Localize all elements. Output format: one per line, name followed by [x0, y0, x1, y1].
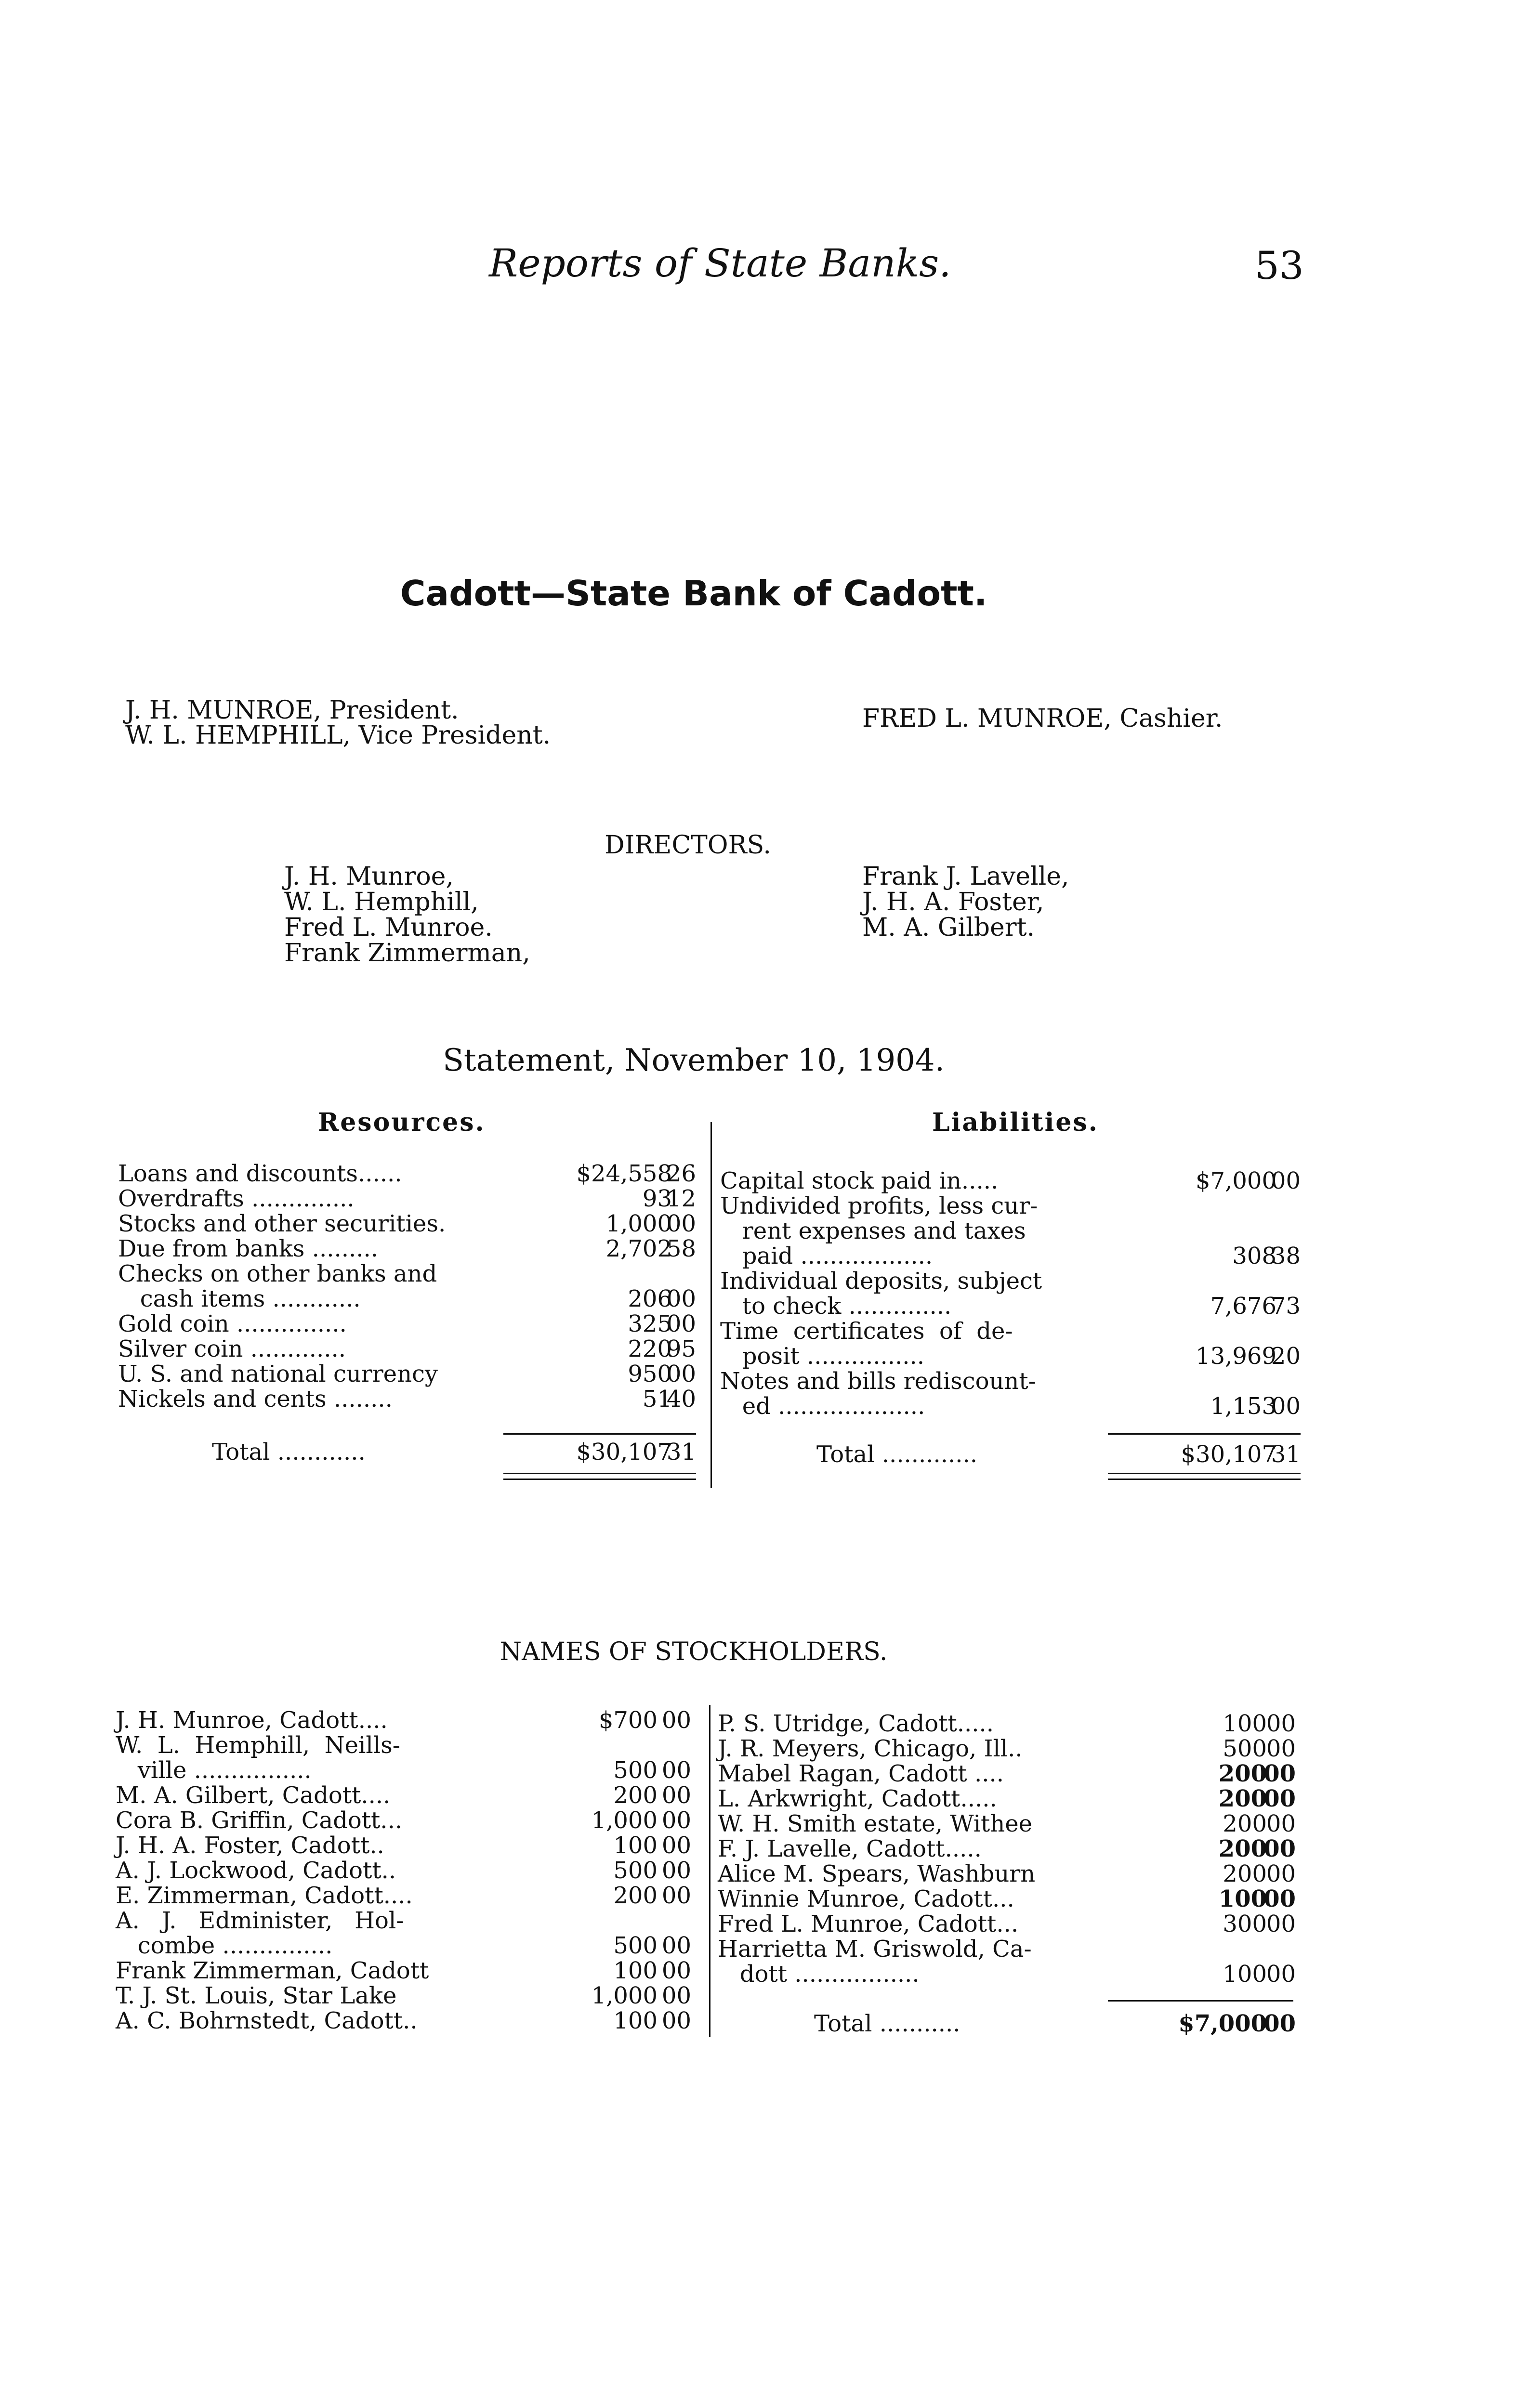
liability-cents: 73	[1271, 1293, 1301, 1320]
total-rule	[1108, 1433, 1301, 1435]
liability-label: Notes and bills rediscount-	[720, 1368, 1036, 1395]
resource-total-dollars: $30,107	[576, 1439, 672, 1466]
stockholder-cents: 00	[661, 1707, 691, 1734]
stockholder-cents: 00	[1266, 1735, 1296, 1762]
stockholder-total-label: Total ...........	[814, 2010, 960, 2037]
resource-label: Overdrafts ..............	[118, 1185, 355, 1212]
stockholder-dollars: $700	[598, 1707, 658, 1734]
resource-cents: 00	[666, 1210, 696, 1237]
double-rule	[1108, 1479, 1301, 1480]
total-rule	[503, 1433, 696, 1435]
resource-total-cents: 31	[666, 1439, 696, 1466]
liability-label: rent expenses and taxes	[720, 1217, 1026, 1244]
liability-label: ed ....................	[720, 1393, 925, 1420]
resource-cents: 40	[666, 1386, 696, 1413]
resource-cents: 00	[666, 1361, 696, 1387]
director-item: Frank Zimmerman,	[284, 939, 530, 968]
stockholder-cents: 00	[1263, 1885, 1296, 1912]
stockholder-dollars: 1,000	[591, 1807, 658, 1834]
stockholder-name: M. A. Gilbert, Cadott....	[116, 1782, 391, 1809]
stockholder-cents: 00	[1266, 1961, 1296, 1988]
stockholder-name: Harrietta M. Griswold, Ca-	[718, 1936, 1032, 1963]
liability-label: Time certificates of de-	[720, 1318, 1013, 1345]
stockholder-cents: 00	[661, 1957, 691, 1984]
stockholder-dollars: 500	[613, 1757, 658, 1784]
stockholder-name: Cora B. Griffin, Cadott...	[116, 1807, 403, 1834]
stockholder-dollars: 100	[613, 1957, 658, 1984]
director-item: J. H. A. Foster,	[862, 888, 1044, 916]
resource-cents: 95	[666, 1335, 696, 1362]
liability-dollars: 7,676	[1210, 1293, 1276, 1320]
liability-label: paid ..................	[720, 1243, 933, 1269]
stockholder-name: J. R. Meyers, Chicago, Ill..	[718, 1735, 1023, 1762]
liability-cents: 00	[1271, 1393, 1301, 1420]
stockholder-name: A. J. Edminister, Hol-	[116, 1907, 404, 1934]
stockholder-name: Mabel Ragan, Cadott ....	[718, 1760, 1004, 1787]
stockholder-cents: 00	[1263, 1835, 1296, 1862]
stockholder-name: T. J. St. Louis, Star Lake	[116, 1982, 397, 2009]
resource-label: Silver coin .............	[118, 1335, 346, 1362]
stockholder-dollars: 100	[613, 1832, 658, 1859]
stockholder-cents: 00	[1263, 1785, 1296, 1812]
stockholder-cents: 00	[661, 1782, 691, 1809]
stockholder-dollars: 100	[1218, 1885, 1267, 1912]
officer-vice-president: W. L. HEMPHILL, Vice President.	[125, 721, 551, 750]
liability-label: Capital stock paid in.....	[720, 1167, 999, 1194]
stockholder-dollars: 200	[1223, 1810, 1267, 1837]
double-rule	[1108, 1473, 1301, 1474]
resource-dollars: 206	[628, 1285, 672, 1312]
resource-dollars: 325	[628, 1310, 672, 1337]
resource-label: cash items ............	[118, 1285, 361, 1312]
director-item: Frank J. Lavelle,	[862, 862, 1069, 891]
stockholder-cents: 00	[1266, 1911, 1296, 1937]
double-rule	[503, 1473, 696, 1474]
stockholder-name: ville ................	[116, 1757, 312, 1784]
stockholder-total-dollars: $7,000	[1178, 2010, 1267, 2037]
stockholder-dollars: 1,000	[591, 1982, 658, 2009]
liability-dollars: $7,000	[1196, 1167, 1276, 1194]
total-rule	[1108, 2000, 1293, 2002]
stockholder-cents: 00	[661, 1807, 691, 1834]
directors-heading: DIRECTORS.	[605, 831, 771, 860]
stockholder-dollars: 500	[613, 1932, 658, 1959]
resource-dollars: 1,000	[605, 1210, 672, 1237]
resource-cents: 12	[666, 1185, 696, 1212]
liability-cents: 00	[1271, 1167, 1301, 1194]
stockholder-cents: 00	[661, 1982, 691, 2009]
stockholder-cents: 00	[661, 2007, 691, 2034]
director-item: M. A. Gilbert.	[862, 913, 1035, 942]
stockholder-name: J. H. A. Foster, Cadott..	[116, 1832, 384, 1859]
stockholder-dollars: 200	[613, 1882, 658, 1909]
stockholder-dollars: 200	[613, 1782, 658, 1809]
resource-dollars: 93	[642, 1185, 672, 1212]
resource-label: Stocks and other securities.	[118, 1210, 446, 1237]
resource-dollars: $24,558	[576, 1160, 672, 1187]
stockholder-dollars: 500	[613, 1857, 658, 1884]
liability-total-label: Total .............	[816, 1441, 978, 1468]
stockholder-cents: 00	[1266, 1810, 1296, 1837]
resource-cents: 00	[666, 1285, 696, 1312]
stockholder-name: Fred L. Munroe, Cadott...	[718, 1911, 1019, 1937]
stockholder-total-cents: 00	[1263, 2010, 1296, 2037]
resource-total-label: Total ............	[212, 1439, 366, 1466]
stockholder-name: Winnie Munroe, Cadott...	[718, 1885, 1014, 1912]
stockholder-name: L. Arkwright, Cadott.....	[718, 1785, 997, 1812]
stockholder-cents: 00	[661, 1757, 691, 1784]
liability-label: Undivided profits, less cur-	[720, 1192, 1038, 1219]
double-rule	[503, 1479, 696, 1480]
liability-cents: 38	[1271, 1243, 1301, 1269]
stockholder-cents: 00	[661, 1832, 691, 1859]
resource-label: Gold coin ...............	[118, 1310, 347, 1337]
stockholder-name: Frank Zimmerman, Cadott	[116, 1957, 429, 1984]
liability-total-cents: 31	[1271, 1441, 1301, 1468]
resource-cents: 58	[666, 1235, 696, 1262]
stockholder-cents: 00	[661, 1882, 691, 1909]
stockholder-name: Alice M. Spears, Washburn	[718, 1860, 1036, 1887]
stockholder-name: P. S. Utridge, Cadott.....	[718, 1710, 994, 1737]
stockholder-name: W. L. Hemphill, Neills-	[116, 1732, 400, 1759]
stockholder-name: A. J. Lockwood, Cadott..	[116, 1857, 396, 1884]
stockholder-name: W. H. Smith estate, Withee	[718, 1810, 1033, 1837]
resource-label: U. S. and national currency	[118, 1361, 438, 1387]
liability-total-dollars: $30,107	[1181, 1441, 1276, 1468]
stockholder-dollars: 500	[1223, 1735, 1267, 1762]
resource-label: Nickels and cents ........	[118, 1386, 393, 1413]
director-item: Fred L. Munroe.	[284, 913, 493, 942]
stockholder-dollars: 300	[1223, 1911, 1267, 1937]
resource-label: Due from banks .........	[118, 1235, 378, 1262]
resource-dollars: 950	[628, 1361, 672, 1387]
stockholder-dollars: 100	[613, 2007, 658, 2034]
stockholder-cents: 00	[1263, 1760, 1296, 1787]
liability-label: posit ................	[720, 1343, 925, 1370]
column-divider	[710, 1122, 712, 1488]
stockholder-name: F. J. Lavelle, Cadott.....	[718, 1835, 982, 1862]
stockholder-dollars: 100	[1223, 1961, 1267, 1988]
stockholder-name: dott .................	[718, 1961, 920, 1988]
liability-dollars: 308	[1232, 1243, 1276, 1269]
stockholder-name: A. C. Bohrnstedt, Cadott..	[116, 2007, 418, 2034]
resources-heading: Resources.	[318, 1108, 486, 1137]
resource-cents: 00	[666, 1310, 696, 1337]
stockholder-name: J. H. Munroe, Cadott....	[116, 1707, 388, 1734]
officer-cashier: FRED L. MUNROE, Cashier.	[862, 704, 1223, 733]
stockholders-heading: NAMES OF STOCKHOLDERS.	[500, 1637, 888, 1666]
liability-dollars: 13,969	[1196, 1343, 1276, 1370]
column-divider	[709, 1705, 710, 2037]
liability-cents: 20	[1271, 1343, 1301, 1370]
page-number: 53	[1255, 243, 1304, 288]
liability-label: to check ..............	[720, 1293, 952, 1320]
resource-cents: 26	[666, 1160, 696, 1187]
statement-heading: Statement, November 10, 1904.	[443, 1043, 945, 1078]
director-item: J. H. Munroe,	[284, 862, 454, 891]
stockholder-dollars: 200	[1218, 1785, 1267, 1812]
stockholder-cents: 00	[1266, 1710, 1296, 1737]
stockholder-name: E. Zimmerman, Cadott....	[116, 1882, 413, 1909]
liabilities-heading: Liabilities.	[932, 1108, 1099, 1137]
stockholder-cents: 00	[1266, 1860, 1296, 1887]
stockholder-dollars: 200	[1223, 1860, 1267, 1887]
officer-president: J. H. MUNROE, President.	[125, 696, 459, 725]
stockholder-name: combe ...............	[116, 1932, 333, 1959]
stockholder-dollars: 100	[1223, 1710, 1267, 1737]
resource-dollars: 2,702	[605, 1235, 672, 1262]
running-header: Reports of State Banks.	[489, 241, 951, 286]
resource-label: Loans and discounts......	[118, 1160, 402, 1187]
resource-dollars: 220	[628, 1335, 672, 1362]
liability-dollars: 1,153	[1210, 1393, 1276, 1420]
stockholder-cents: 00	[661, 1857, 691, 1884]
resource-label: Checks on other banks and	[118, 1260, 437, 1287]
director-item: W. L. Hemphill,	[284, 888, 479, 916]
liability-label: Individual deposits, subject	[720, 1268, 1042, 1295]
stockholder-dollars: 200	[1218, 1835, 1267, 1862]
stockholder-cents: 00	[661, 1932, 691, 1959]
resource-dollars: 51	[642, 1386, 672, 1413]
stockholder-dollars: 200	[1218, 1760, 1267, 1787]
bank-title: Cadott—State Bank of Cadott.	[400, 573, 987, 614]
